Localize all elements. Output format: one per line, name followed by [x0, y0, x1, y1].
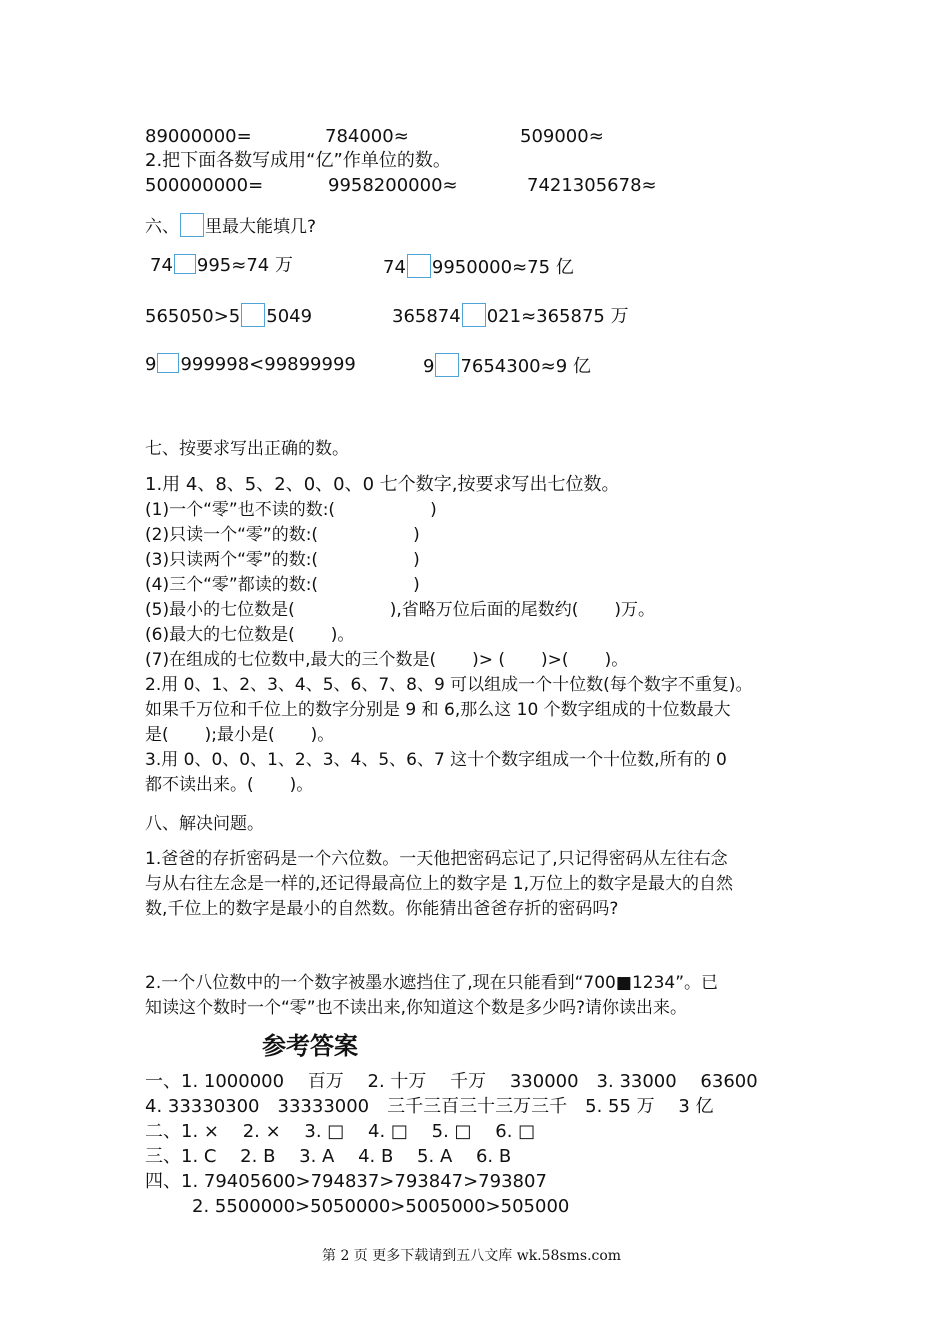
answer-box[interactable]	[241, 303, 265, 327]
answer-box[interactable]	[462, 303, 486, 327]
problem-text: 784000≈	[325, 126, 409, 147]
answers-title: 参考答案	[262, 1031, 358, 1060]
item-prefix: 74	[150, 255, 173, 276]
sub-question-7	[145, 648, 628, 672]
problem-2-line-1: 2.一个八位数中的一个数字被墨水遮挡住了,现在只能看到“700■1234”。已	[145, 973, 719, 993]
sub-question-text: (2)只读一个“零”的数:(	[145, 525, 319, 545]
sub-question-text: (7)在组成的七位数中,最大的三个数是(	[145, 650, 437, 670]
answer-line: 2. 5500000>5050000>5005000>505000	[192, 1196, 570, 1217]
fill-item	[145, 303, 312, 329]
sub-question-2	[145, 523, 420, 547]
question-3-line-1: 3.用 0、0、0、1、2、3、4、5、6、7 这十个数字组成一个十位数,所有的 0	[145, 750, 727, 770]
item-suffix: 9950000≈75 亿	[431, 257, 574, 278]
item-prefix: 565050>5	[145, 306, 241, 327]
problem-1-line-3: 数,千位上的数字是最小的自然数。你能猜出爸爸存折的密码吗?	[145, 899, 619, 919]
sub-question-text: (1)一个“零”也不读的数:(	[145, 500, 336, 520]
question-text: 都不读出来。(	[145, 775, 254, 795]
section-6-title	[145, 213, 316, 239]
close-paren: )	[413, 575, 420, 595]
empty-box-icon	[180, 213, 204, 237]
answer-box[interactable]	[407, 254, 431, 278]
item-suffix: 7654300≈9 亿	[460, 356, 591, 377]
sub-question-text: )。	[330, 625, 355, 645]
problem-1-line-2: 与从右往左念是一样的,还记得最高位上的数字是 1,万位上的数字是最大的自然	[145, 874, 734, 894]
close-paren: )	[413, 525, 420, 545]
sub-question-4	[145, 573, 420, 597]
problem-text: 509000≈	[520, 126, 604, 147]
sub-question-text: (6)最大的七位数是(	[145, 625, 295, 645]
item-prefix: 9	[423, 356, 435, 377]
sub-question-text: (3)只读两个“零”的数:(	[145, 550, 319, 570]
fill-item	[145, 353, 356, 377]
problem-text: 7421305678≈	[527, 175, 657, 196]
sub-question-text: )>(	[541, 650, 569, 670]
answer-box[interactable]	[174, 254, 196, 274]
page-footer: 第 2 页 更多下载请到五八文库 wk.58sms.com	[322, 1248, 622, 1264]
sub-question-text: )> (	[472, 650, 506, 670]
item-prefix: 74	[383, 257, 406, 278]
fill-item	[150, 254, 293, 278]
problem-2-line-2: 知读这个数时一个“零”也不读出来,你知道这个数是多少吗?请你读出来。	[145, 998, 688, 1018]
item-suffix: 021≈365875 万	[486, 306, 629, 327]
question-3-line-2	[145, 773, 313, 797]
question-2-line-1: 2.用 0、1、2、3、4、5、6、7、8、9 可以组成一个十位数(每个数字不重复)。	[145, 675, 753, 695]
section-number: 六、	[145, 217, 179, 237]
close-paren: )	[430, 500, 437, 520]
answer-box[interactable]	[157, 353, 179, 373]
section-8-title: 八、解决问题。	[145, 814, 264, 834]
fill-item	[392, 303, 629, 329]
sub-question-text: (5)最小的七位数是(	[145, 600, 295, 620]
sub-question-5	[145, 598, 655, 622]
item-prefix: 9	[145, 354, 157, 375]
sub-question-text: (4)三个“零”都读的数:(	[145, 575, 319, 595]
sub-question-text: ),省略万位后面的尾数约(	[389, 600, 579, 620]
close-paren: )	[413, 550, 420, 570]
problem-1-line-1: 1.爸爸的存折密码是一个六位数。一天他把密码忘记了,只记得密码从左往右念	[145, 849, 728, 869]
question-text: );最小是(	[204, 725, 275, 745]
item-suffix: 5049	[266, 306, 313, 327]
answer-line: 4. 33330300 33333000 三千三百三十三万三千 5. 55 万 3 亿	[145, 1096, 714, 1117]
question-text: )。	[289, 775, 314, 795]
fill-item	[423, 353, 591, 379]
answer-line: 四、1. 79405600>794837>793847>793807	[145, 1171, 547, 1192]
question-2-line-3	[145, 723, 334, 747]
problem-text: 9958200000≈	[328, 175, 458, 196]
sub-question-text: )万。	[614, 600, 656, 620]
section-7-title: 七、按要求写出正确的数。	[145, 439, 349, 459]
answer-line: 三、1. C 2. B 3. A 4. B 5. A 6. B	[145, 1146, 512, 1167]
question-text: )。	[310, 725, 335, 745]
approx-row-1	[145, 125, 252, 149]
answer-line: 二、1. × 2. × 3. □ 4. □ 5. □ 6. □	[145, 1121, 536, 1142]
question-2-text: 2.把下面各数写成用“亿”作单位的数。	[145, 150, 451, 171]
problem-text: 500000000=	[145, 175, 264, 196]
answer-box[interactable]	[435, 353, 459, 377]
item-suffix: 999998<99899999	[180, 354, 356, 375]
question-text: 是(	[145, 725, 169, 745]
section-title-text: 里最大能填几?	[205, 217, 317, 237]
sub-question-1	[145, 498, 437, 522]
sub-question-6	[145, 623, 354, 647]
fill-item	[383, 254, 574, 280]
sub-question-text: )。	[604, 650, 629, 670]
question-2-line-2: 如果千万位和千位上的数字分别是 9 和 6,那么这 10 个数字组成的十位数最大	[145, 700, 731, 720]
item-suffix: 995≈74 万	[196, 255, 293, 276]
sub-question-3	[145, 548, 420, 572]
problem-text: 89000000=	[145, 126, 252, 147]
answer-line: 一、1. 1000000 百万 2. 十万 千万 330000 3. 33000 63600	[145, 1071, 758, 1092]
item-prefix: 365874	[392, 306, 461, 327]
question-1-text: 1.用 4、8、5、2、0、0、0 七个数字,按要求写出七位数。	[145, 474, 620, 495]
